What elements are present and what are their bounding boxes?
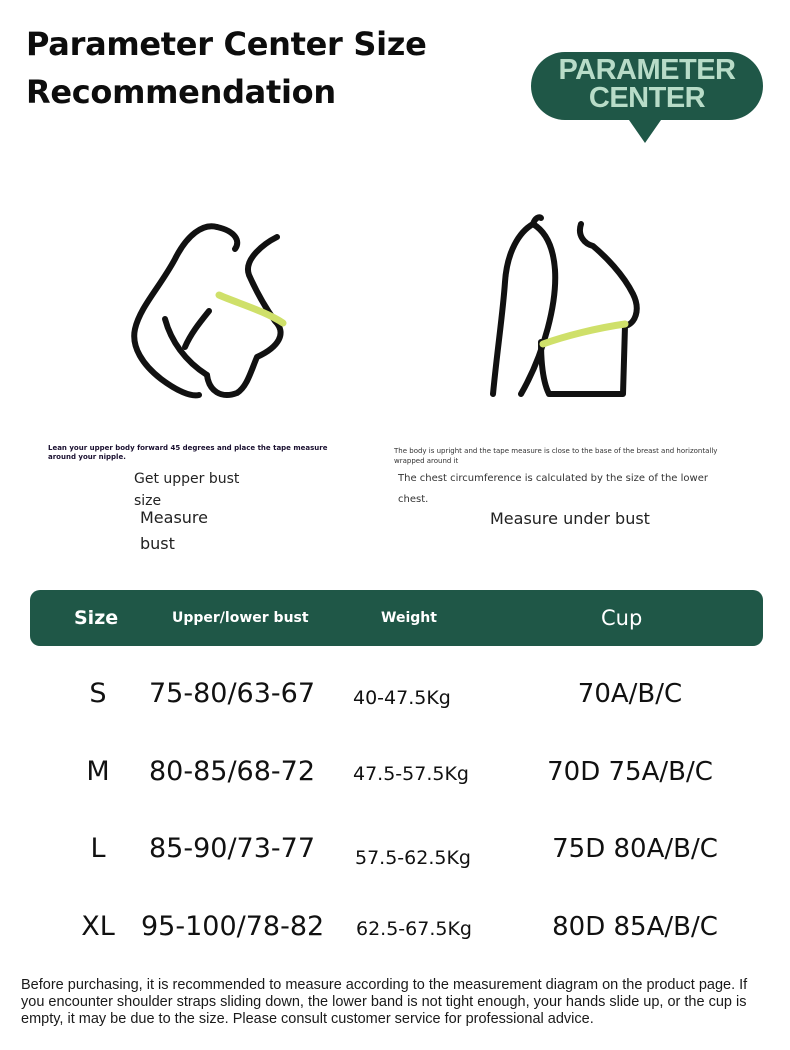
page-title: Parameter Center Size Recommendation — [26, 25, 427, 111]
row-weight: 62.5-67.5Kg — [356, 918, 472, 940]
table-row — [0, 897, 790, 957]
row-bust: 80-85/68-72 — [149, 756, 316, 787]
header-cup: Cup — [601, 606, 643, 630]
left-measure-label: Measure bust — [140, 508, 208, 553]
left-caption: Get upper bust size — [134, 471, 240, 509]
parameter-center-badge — [531, 52, 763, 146]
left-instruction: Lean your upper body forward 45 degrees and place the tape measure around your nipple. — [48, 444, 328, 461]
row-bust: 85-90/73-77 — [149, 833, 316, 864]
row-cup: 70D 75A/B/C — [547, 757, 713, 787]
row-cup: 70A/B/C — [577, 679, 683, 709]
badge-text: PARAMETER CENTER — [558, 54, 736, 114]
bust-side-upright-figure — [485, 212, 645, 402]
row-weight: 57.5-62.5Kg — [355, 847, 471, 869]
row-size: XL — [81, 911, 115, 942]
header-size: Size — [74, 607, 119, 629]
table-row — [0, 664, 790, 724]
right-caption: The chest circumference is calculated by the size of the lower chest. — [398, 473, 708, 505]
row-cup: 75D 80A/B/C — [552, 834, 718, 864]
row-size: S — [89, 678, 107, 709]
row-weight: 40-47.5Kg — [353, 687, 451, 709]
footer-note: Before purchasing, it is recommended to measure according to the measurement diagram on the product page. If you encounter shoulder straps sliding down, the lower band is not tight enough, your hands slide up, or the cup is empty, it may be due to the size. Please consult customer service for professional advice. — [21, 977, 748, 1027]
bust-side-leaning-forward-figure — [125, 215, 305, 405]
row-size: M — [86, 756, 110, 787]
row-bust: 95-100/78-82 — [141, 911, 325, 942]
row-size: L — [90, 833, 106, 864]
right-instruction: The body is upright and the tape measure is close to the base of the breast and horizontally wrapped around it — [394, 447, 718, 465]
row-bust: 75-80/63-67 — [149, 678, 316, 709]
size-table-header — [30, 590, 763, 646]
table-row — [0, 819, 790, 879]
header-bust: Upper/lower bust — [172, 610, 309, 626]
row-cup: 80D 85A/B/C — [552, 912, 718, 942]
right-measure-label: Measure under bust — [490, 509, 650, 528]
header-weight: Weight — [381, 610, 437, 626]
row-weight: 47.5-57.5Kg — [353, 763, 469, 785]
table-row — [0, 742, 790, 802]
